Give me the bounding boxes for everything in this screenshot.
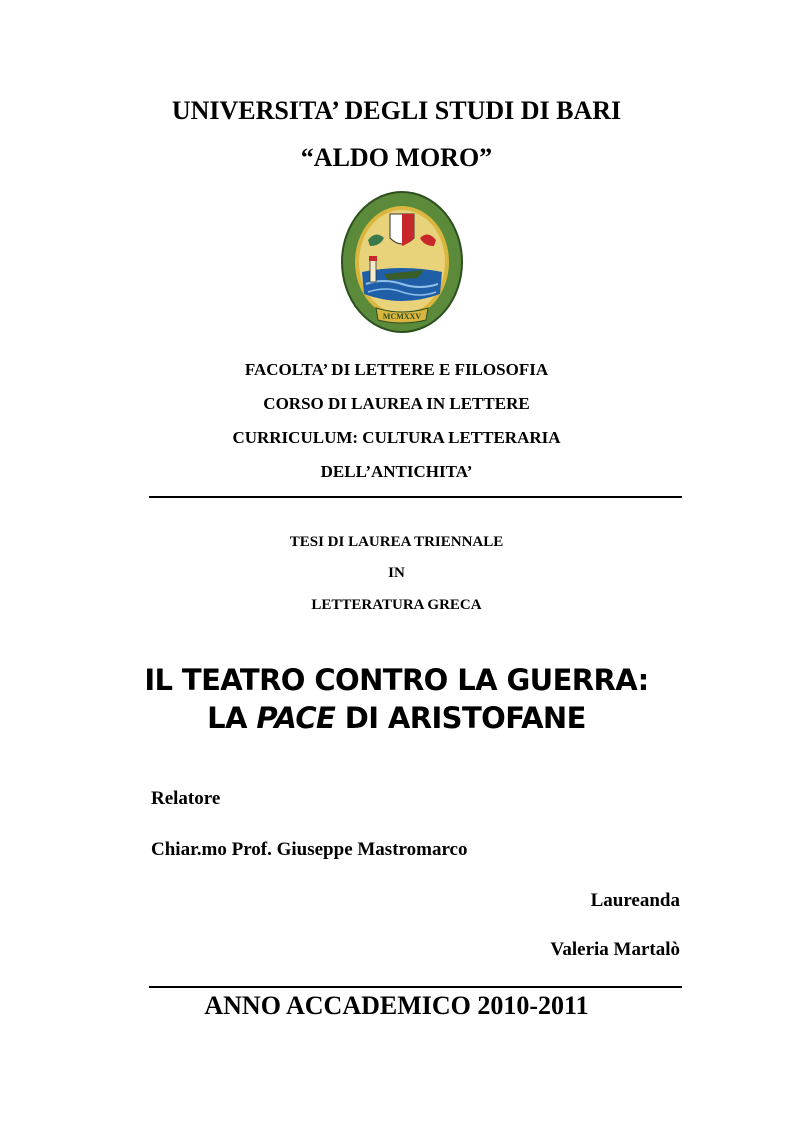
advisor-name: Chiar.mo Prof. Giuseppe Mastromarco	[151, 839, 468, 860]
title-prefix: LA	[207, 701, 257, 735]
academic-year: ANNO ACCADEMICO 2010-2011	[204, 991, 589, 1020]
thesis-in: IN	[388, 565, 405, 581]
thesis-title-line-2	[0, 700, 793, 736]
candidate-name: Valeria Martalò	[550, 939, 680, 960]
curriculum-line: CURRICULUM: CULTURA LETTERARIA	[232, 428, 561, 447]
thesis-type: TESI DI LAUREA TRIENNALE	[289, 534, 504, 550]
university-title: UNIVERSITA’ DEGLI STUDI DI BARI	[171, 96, 622, 125]
thesis-subject: LETTERATURA GRECA	[311, 597, 482, 613]
candidate-label: Laureanda	[590, 890, 680, 911]
title-suffix: DI ARISTOFANE	[335, 701, 586, 735]
curriculum-line-2: DELL’ANTICHITA’	[320, 462, 473, 481]
course-line: CORSO DI LAUREA IN LETTERE	[263, 394, 530, 413]
advisor-label: Relatore	[151, 788, 221, 809]
university-name: “ALDO MORO”	[300, 143, 493, 172]
seal-year-text: MCMXXV	[382, 312, 422, 321]
faculty-line: FACOLTA’ DI LETTERE E FILOSOFIA	[244, 360, 549, 379]
university-seal	[340, 190, 464, 334]
divider	[149, 986, 682, 988]
title-italic-word: PACE	[256, 701, 336, 735]
seal-emblem-icon	[340, 190, 464, 334]
divider	[149, 496, 682, 498]
thesis-title-line-1: IL TEATRO CONTRO LA GUERRA:	[144, 663, 649, 697]
